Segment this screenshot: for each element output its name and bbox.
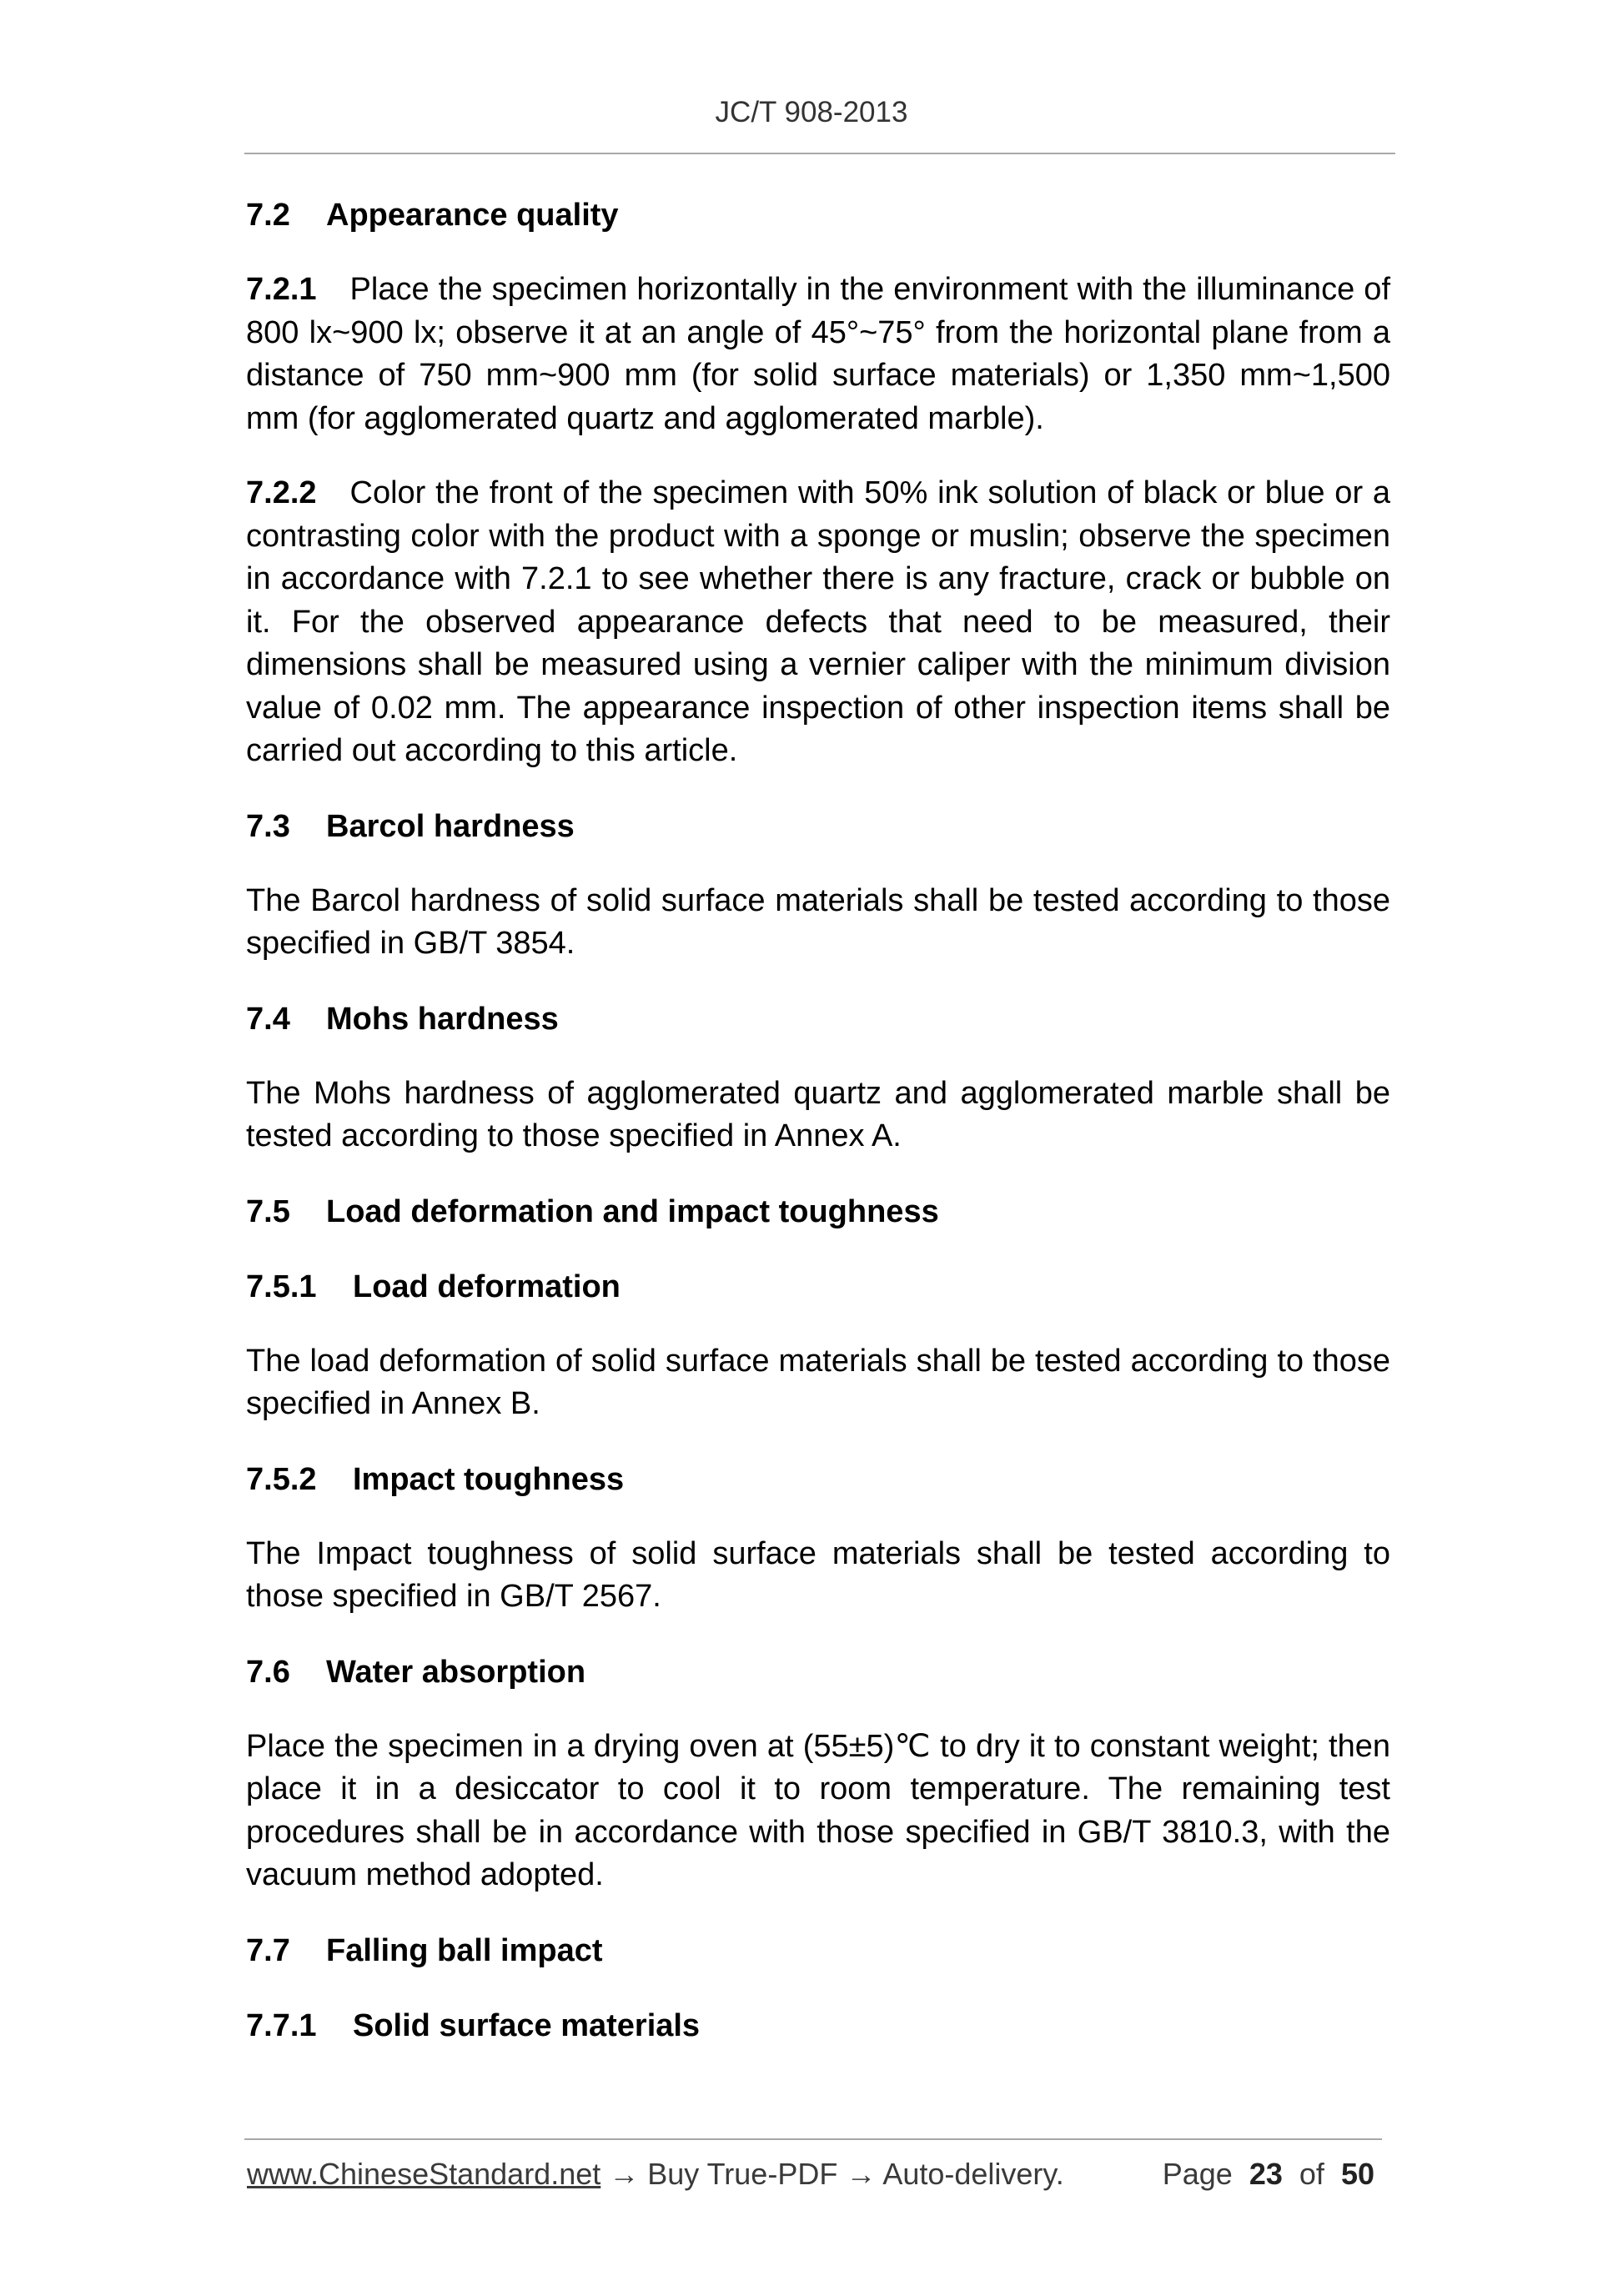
header-divider (244, 153, 1395, 154)
current-page-number: 23 (1249, 2157, 1283, 2191)
heading-7-6: 7.6 Water absorption (246, 1654, 586, 1690)
footer-tagline: → Buy True-PDF → Auto-delivery. (600, 2157, 1064, 2191)
document-body (246, 193, 1390, 2047)
footer-divider (244, 2138, 1382, 2140)
total-pages-number: 50 (1340, 2157, 1374, 2191)
paragraph-7-5-1: The load deformation of solid surface materials shall be tested according to those specified in Annex B. (246, 1343, 1390, 1421)
page-indicator: Page 23 of 50 (1162, 2157, 1374, 2191)
heading-7-7: 7.7 Falling ball impact (246, 1932, 603, 1968)
clause-7-2-2: 7.2.2 Color the front of the specimen with 50% ink solution of black or blue or a contrasting color with the product with a sponge or muslin; observe the specimen in accordance with 7.2.1 to see whether there is any fracture, crack or bubble on it. For the observed appearance defects that need to be measured, their dimensions shall be measured using a vernier caliper with the minimum division value of 0.02 mm. The appearance inspection of other inspection items shall be carried out according to this article. (246, 475, 1390, 768)
heading-7-2: 7.2 Appearance quality (246, 198, 619, 233)
paragraph-7-6: Place the specimen in a drying oven at (55±5)℃ to dry it to constant weight; then place it in a desiccator to cool it to room temperature. The remaining test procedures shall be in accordance with those specified in GB/T 3810.3, with the vacuum method adopted. (246, 1728, 1390, 1892)
paragraph-7-4: The Mohs hardness of agglomerated quartz and agglomerated marble shall be tested according to those specified in Annex A. (246, 1075, 1390, 1153)
website-link[interactable]: www.ChineseStandard.net (247, 2157, 601, 2191)
heading-7-5-1: 7.5.1 Load deformation (246, 1269, 621, 1304)
heading-7-5: 7.5 Load deformation and impact toughness (246, 1193, 939, 1229)
running-header: JC/T 908-2013 (715, 96, 908, 128)
heading-7-7-1: 7.7.1 Solid surface materials (246, 2007, 701, 2043)
page-footer (247, 2157, 1381, 2192)
heading-7-3: 7.3 Barcol hardness (246, 808, 575, 844)
paragraph-7-5-2: The Impact toughness of solid surface materials shall be tested according to those specified in GB/T 2567. (246, 1535, 1390, 1614)
heading-7-4: 7.4 Mohs hardness (246, 1001, 559, 1037)
clause-7-2-1: 7.2.1 Place the specimen horizontally in the environment with the illuminance of 800 lx~900 lx; observe it at an angle of 45°~75° from the horizontal plane from a distance of 750 mm~900 mm (for solid surface materials) or 1,350 mm~1,500 mm (for agglomerated quartz and agglomerated marble). (246, 272, 1390, 436)
paragraph-7-3: The Barcol hardness of solid surface materials shall be tested according to those specified in GB/T 3854. (246, 882, 1390, 961)
heading-7-5-2: 7.5.2 Impact toughness (246, 1461, 625, 1497)
